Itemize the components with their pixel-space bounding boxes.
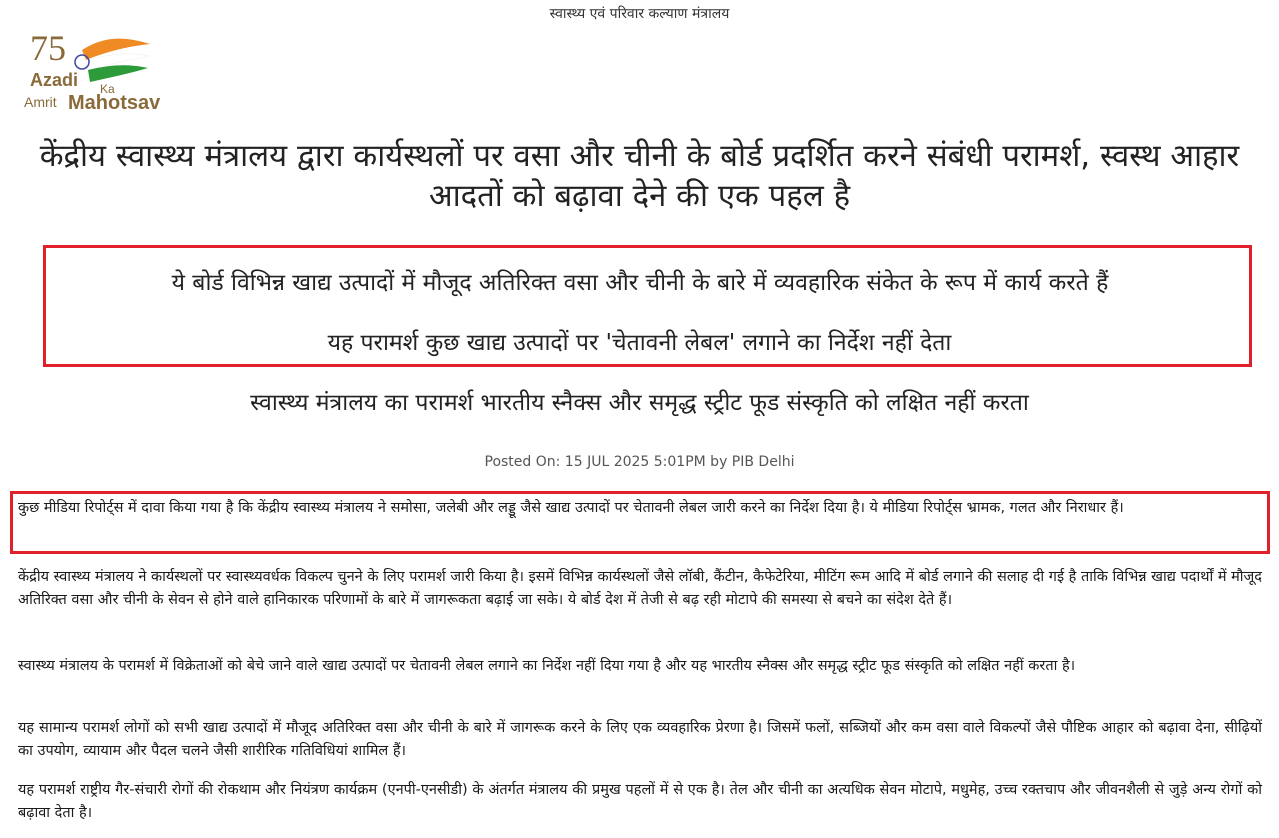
subhead-2: यह परामर्श कुछ खाद्य उत्पादों पर 'चेतावनी लेबल' लगाने का निर्देश नहीं देता — [327, 330, 952, 356]
paragraph: यह सामान्य परामर्श लोगों को सभी खाद्य उत्पादों में मौजूद अतिरिक्त वसा और चीनी के बारे में जागरूक करने के लिए एक व्यवहारिक प्रेरणा है। जिसमें फलों, सब्जियों और कम वसा वाले विकल्पों जैसे पौष्टिक आहार को बढ़ावा देना, सीढ़ियों का उपयोग, व्यायाम और पैदल चलने जैसी शारीरिक गतिविधियां शामिल हैं। — [18, 720, 1262, 759]
paragraph: केंद्रीय स्वास्थ्य मंत्रालय ने कार्यस्थलों पर स्वास्थ्यवर्धक विकल्प चुनने के लिए परामर्श जारी किया है। इसमें विभिन्न कार्यस्थलों जैसे लॉबी, कैंटीन, कैफेटेरिया, मीटिंग रूम आदि में बोर्ड लगाने की सलाह दी गई है ताकि विभिन्न खाद्य पदार्थों में मौजूद अतिरिक्त वसा और चीनी के सेवन से होने वाले हानिकारक परिणामों के बारे में जागरूकता बढ़ाई जा सके। ये बोर्ड देश में तेजी से बढ़ रही मोटापे की समस्या से बचने का संदेश देते हैं। — [18, 569, 1263, 608]
subhead-3: स्वास्थ्य मंत्रालय का परामर्श भारतीय स्नैक्स और समृद्ध स्ट्रीट फूड संस्कृति को लक्षित नहीं करता — [250, 390, 1029, 416]
subhead-1: ये बोर्ड विभिन्न खाद्य उत्पादों में मौजूद अतिरिक्त वसा और चीनी के बारे में व्यवहारिक संकेत के रूप में कार्य करते हैं — [171, 270, 1109, 296]
logo-mahotsav: Mahotsav — [68, 92, 161, 114]
paragraph-lead: कुछ मीडिया रिपोर्ट्स में दावा किया गया है कि केंद्रीय स्वास्थ्य मंत्रालय ने समोसा, जलेबी और लड्डू जैसे खाद्य उत्पादों पर चेतावनी लेबल जारी करने का निर्देश दिया है। ये मीडिया रिपोर्ट्स भ्रामक, गलत और निराधार हैं। — [18, 500, 1124, 516]
logo-number: 75 — [30, 28, 66, 68]
page-title: केंद्रीय स्वास्थ्य मंत्रालय द्वारा कार्यस्थलों पर वसा और चीनी के बोर्ड प्रदर्शित करने संबंधी परामर्श, स्वस्थ आहार आदतों को बढ़ावा देने की एक पहल है — [39, 138, 1240, 214]
paragraph: यह परामर्श राष्ट्रीय गैर-संचारी रोगों की रोकथाम और नियंत्रण कार्यक्रम (एनपी-एनसीडी) के अंतर्गत मंत्रालय की प्रमुख पहलों में से एक है। तेल और चीनी का अत्यधिक सेवन मोटापे, मधुमेह, उच्च रक्तचाप और जीवनशैली से जुड़े अन्य रोगों को बढ़ावा देता है। — [18, 782, 1262, 821]
ministry-name: स्वास्थ्य एवं परिवार कल्याण मंत्रालय — [549, 6, 730, 22]
posted-on: Posted On: 15 JUL 2025 5:01PM by PIB Delhi — [484, 454, 795, 470]
paragraph: स्वास्थ्य मंत्रालय के परामर्श में विक्रेताओं को बेचे जाने वाले खाद्य उत्पादों पर चेतावनी लेबल लगाने का निर्देश नहीं दिया गया है और यह भारतीय स्नैक्स और समृद्ध स्ट्रीट फूड संस्कृति को लक्षित नहीं करता है। — [18, 658, 1076, 674]
logo-amrit: Amrit — [24, 94, 57, 110]
logo-azadi: Azadi — [30, 70, 79, 90]
azadi-ka-amrit-mahotsav-logo — [24, 26, 184, 118]
logo-ka: Ka — [100, 82, 115, 96]
